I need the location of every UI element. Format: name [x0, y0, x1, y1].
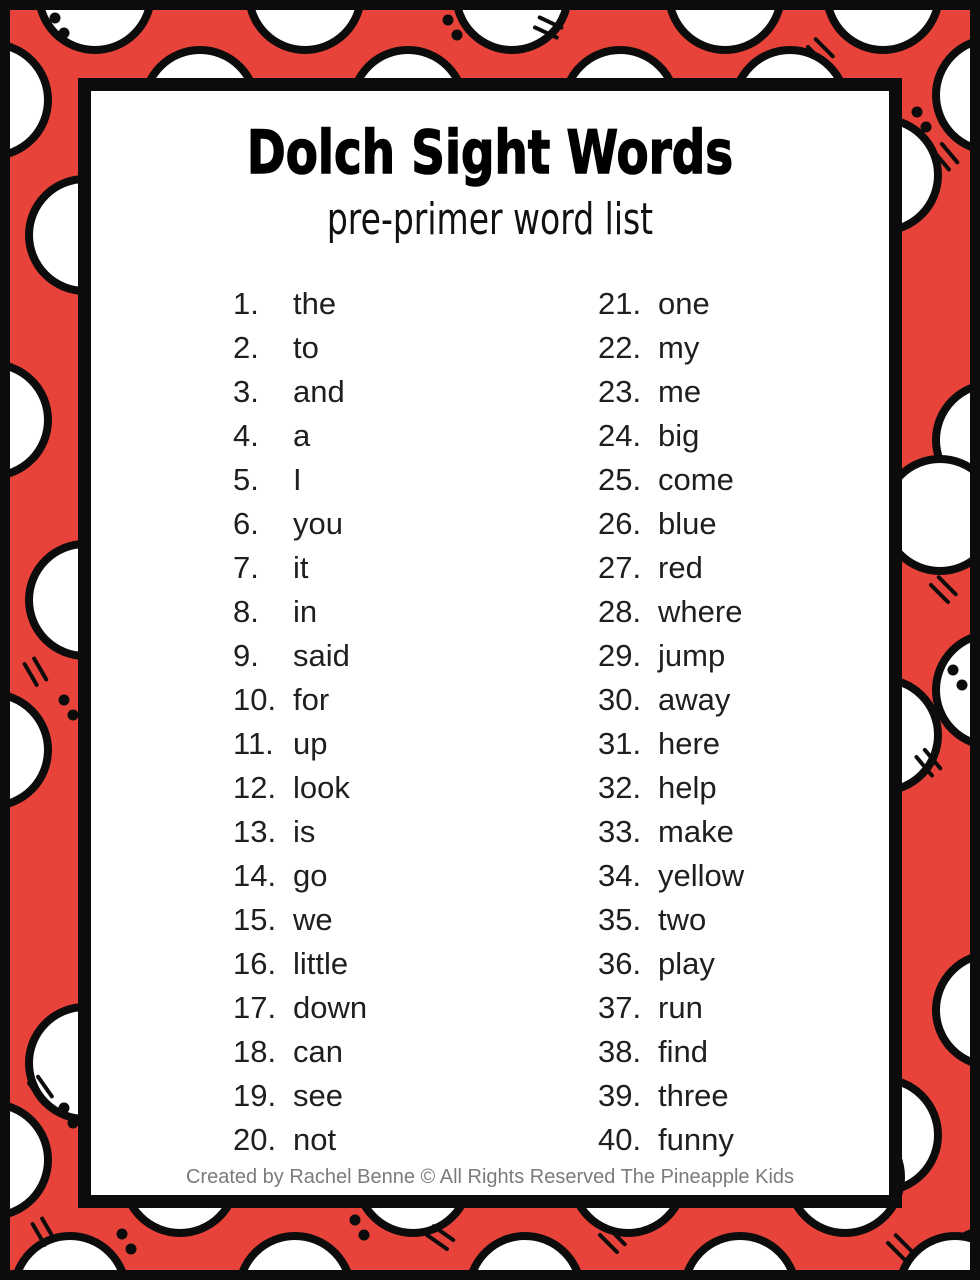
list-item [233, 678, 367, 722]
list-item [598, 854, 744, 898]
list-item-word: big [658, 418, 700, 453]
list-item [598, 722, 744, 766]
list-item [233, 282, 367, 326]
list-item-number: 30. [598, 682, 642, 717]
list-item-word: find [658, 1034, 708, 1069]
list-item-number: 33. [598, 814, 642, 849]
list-item-word: run [658, 990, 703, 1025]
list-item [598, 766, 744, 810]
dot-accent [117, 1229, 128, 1240]
dot-accent [957, 680, 968, 691]
list-item-number: 3. [233, 374, 259, 409]
page-title: Dolch Sight Words [246, 118, 734, 188]
list-item-word: a [293, 418, 311, 453]
list-item [598, 942, 744, 986]
list-item-number: 25. [598, 462, 642, 497]
dot-accent [50, 13, 61, 24]
list-item-number: 19. [233, 1078, 277, 1113]
list-item-number: 37. [598, 990, 642, 1025]
list-item-number: 40. [598, 1122, 642, 1157]
list-item [233, 986, 367, 1030]
list-item-word: come [658, 462, 734, 497]
word-list [91, 282, 889, 1162]
list-item [233, 1118, 367, 1162]
list-item-word: me [658, 374, 702, 409]
list-item-number: 1. [233, 286, 259, 321]
list-item-number: 2. [233, 330, 259, 365]
list-item-word: can [293, 1034, 343, 1069]
list-item-word: jump [658, 638, 726, 673]
list-item [598, 546, 744, 590]
word-list-right-column [598, 282, 744, 1162]
footer-credit: Created by Rachel Benne © All Rights Reserved The Pineapple Kids [185, 1166, 795, 1188]
worksheet-page [78, 78, 902, 1208]
list-item-number: 15. [233, 902, 277, 937]
list-item [598, 1074, 744, 1118]
list-item-number: 6. [233, 506, 259, 541]
list-item-number: 4. [233, 418, 259, 453]
list-item-word: blue [658, 506, 717, 541]
list-item [598, 590, 744, 634]
list-item [233, 810, 367, 854]
dot-accent [59, 28, 70, 39]
list-item-word: yellow [658, 858, 745, 893]
list-item [598, 1118, 744, 1162]
list-item-word: three [658, 1078, 729, 1113]
dot-accent [126, 1244, 137, 1255]
list-item [598, 458, 744, 502]
list-item-word: I [293, 462, 302, 497]
list-item [233, 766, 367, 810]
list-item [233, 326, 367, 370]
list-item-number: 13. [233, 814, 277, 849]
list-item [233, 590, 367, 634]
list-item-word: see [293, 1078, 343, 1113]
list-item-number: 29. [598, 638, 642, 673]
list-item-number: 9. [233, 638, 259, 673]
list-item-word: we [293, 902, 333, 937]
list-item-word: red [658, 550, 703, 585]
list-item-word: up [293, 726, 328, 761]
dot-accent [59, 695, 70, 706]
list-item [598, 282, 744, 326]
list-item-number: 7. [233, 550, 259, 585]
list-item-number: 27. [598, 550, 642, 585]
list-item [233, 942, 367, 986]
list-item-number: 21. [598, 286, 642, 321]
list-item [233, 634, 367, 678]
dot-accent [921, 122, 932, 133]
list-item [233, 458, 367, 502]
list-item-number: 28. [598, 594, 642, 629]
list-item-word: not [293, 1122, 337, 1157]
dot-accent [68, 1118, 79, 1129]
list-item-word: help [658, 770, 717, 805]
list-item-number: 11. [233, 726, 274, 761]
list-item [233, 414, 367, 458]
dot-accent [443, 15, 454, 26]
word-list-left-column [233, 282, 367, 1162]
list-item-word: one [658, 286, 710, 321]
list-item-number: 34. [598, 858, 642, 893]
list-item-word: for [293, 682, 330, 717]
list-item-number: 36. [598, 946, 642, 981]
list-item-number: 24. [598, 418, 642, 453]
list-item-word: and [293, 374, 345, 409]
list-item [598, 634, 744, 678]
list-item-number: 18. [233, 1034, 277, 1069]
list-item-word: it [293, 550, 309, 585]
list-item-word: down [293, 990, 368, 1025]
list-item-word: is [293, 814, 316, 849]
dot-accent [452, 30, 463, 41]
list-item-word: funny [658, 1122, 734, 1157]
list-item-word: look [293, 770, 350, 805]
list-item [598, 414, 744, 458]
dot-accent [948, 665, 959, 676]
list-item [233, 722, 367, 766]
list-item-word: the [293, 286, 337, 321]
list-item-number: 17. [233, 990, 277, 1025]
dot-accent [59, 1103, 70, 1114]
list-item-number: 38. [598, 1034, 642, 1069]
list-item-number: 31. [598, 726, 642, 761]
list-item-word: go [293, 858, 328, 893]
list-item-number: 10. [233, 682, 277, 717]
list-item [598, 898, 744, 942]
page-subtitle: pre-primer word list [326, 194, 654, 245]
list-item-number: 5. [233, 462, 259, 497]
list-item-number: 39. [598, 1078, 642, 1113]
list-item-word: little [293, 946, 349, 981]
list-item [598, 370, 744, 414]
list-item [598, 986, 744, 1030]
dot-accent [912, 107, 923, 118]
list-item-word: you [293, 506, 343, 541]
list-item [233, 370, 367, 414]
list-item-number: 8. [233, 594, 259, 629]
list-item-word: make [658, 814, 734, 849]
list-item-word: two [658, 902, 707, 937]
list-item [598, 1030, 744, 1074]
dot-accent [359, 1230, 370, 1241]
list-item-number: 26. [598, 506, 642, 541]
list-item-word: my [658, 330, 700, 365]
list-item-word: to [293, 330, 319, 365]
list-item-number: 14. [233, 858, 277, 893]
list-item-number: 16. [233, 946, 277, 981]
list-item [233, 898, 367, 942]
list-item [233, 546, 367, 590]
list-item [233, 854, 367, 898]
list-item-number: 35. [598, 902, 642, 937]
dot-accent [350, 1215, 361, 1226]
list-item-word: here [658, 726, 721, 761]
list-item-word: said [293, 638, 350, 673]
list-item-number: 23. [598, 374, 642, 409]
list-item [598, 502, 744, 546]
list-item [233, 502, 367, 546]
list-item [598, 810, 744, 854]
list-item-number: 12. [233, 770, 277, 805]
list-item [598, 326, 744, 370]
dot-accent [68, 710, 79, 721]
list-item-word: in [293, 594, 318, 629]
list-item [598, 678, 744, 722]
list-item [233, 1030, 367, 1074]
list-item-number: 20. [233, 1122, 277, 1157]
list-item [233, 1074, 367, 1118]
list-item-number: 32. [598, 770, 642, 805]
list-item-word: away [658, 682, 731, 717]
list-item-word: where [658, 594, 743, 629]
list-item-word: play [658, 946, 715, 981]
list-item-number: 22. [598, 330, 642, 365]
